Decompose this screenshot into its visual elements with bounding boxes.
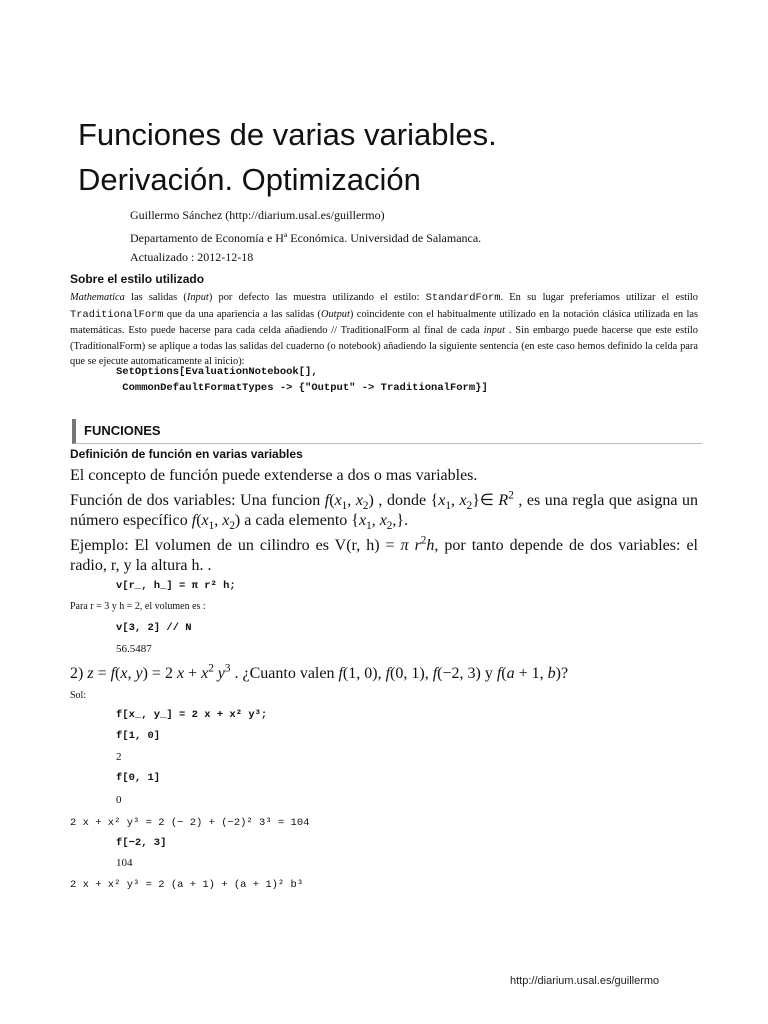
code-f-m2-3: f[−2, 3] — [116, 837, 167, 849]
style-paragraph: Mathematica las salidas (Input) por defecto las muestra utilizando el estilo: StandardForm. En su lugar preferiamos utilizar el estilo TraditionalForm que da una apariencia a las salidas (Output) coincidente con el habitualmente utilizado en la notación clásica utilizada en las matemáticas. Esto puede hacerse para cada celda añadiendo // TraditionalForm al final de cada input . Sin embargo puede hacerse que este estilo (TraditionalForm) se aplique a todas las salidas del cuaderno (o notebook) añadiendo la siguiente sentencia (en este caso hemos definido la celda para que se ejecute automaticamente al inicio): — [70, 292, 698, 367]
text-para-r: Para r = 3 y h = 2, el volumen es : — [70, 601, 206, 612]
code-f-0-1: f[0, 1] — [116, 772, 161, 784]
footer-url: http://diarium.usal.es/guillermo — [510, 975, 660, 987]
output-f-1-0: 2 — [116, 751, 122, 763]
code-define-v: v[r_, h_] = π r² h; — [116, 580, 236, 592]
title-line-2: Derivación. Optimización — [78, 162, 421, 197]
expression-2: 2 x + x² y³ = 2 (a + 1) + (a + 1)² b³ — [70, 879, 304, 891]
text-sol: Sol: — [70, 690, 87, 701]
code-setoptions-2: CommonDefaultFormatTypes -> {"Output" -> TraditionalForm}] — [116, 382, 488, 394]
code-define-f: f[x_, y_] = 2 x + x² y³; — [116, 709, 268, 721]
subsection-heading: Definición de función en varias variables — [70, 447, 303, 461]
author-line: Guillermo Sánchez (http://diarium.usal.es/guillermo) — [130, 208, 385, 222]
department-line: Departamento de Economía e Hª Económica. Universidad de Salamanca. — [130, 231, 482, 245]
paragraph-concept: El concepto de función puede extenderse a dos o mas variables. — [70, 467, 478, 484]
question-2: 2) z = f(x, y) = 2 $x + x^2$ $y^3$ . ¿Cuanto valen f(1, 0), f(0, 1), f(−2, 3) y f(a + 1, b)? — [70, 662, 569, 682]
updated-line: Actualizado : 2012-12-18 — [130, 250, 254, 264]
output-f-m2-3: 104 — [116, 857, 133, 869]
paragraph-two-variables: Función de dos variables: Una funcion $f(x_1$, $x_2$) , donde {$x_1$, $x_2\}\in$ $R^2$ , es una regla que asigna un número específico $f(x_1$, $x_2$) a cada elemento {$x_1$, $x_2$,}. — [70, 489, 698, 533]
code-setoptions-1: SetOptions[EvaluationNotebook[], — [116, 366, 318, 378]
output-f-0-1: 0 — [116, 794, 122, 806]
output-v: 56.5487 — [116, 643, 152, 655]
paragraph-example: Ejemplo: El volumen de un cilindro es V(r, h) = π $r^2h$, por tanto depende de dos variables: el radio, r, y la altura h. . — [70, 534, 698, 574]
title-line-1: Funciones de varias variables. — [78, 117, 497, 152]
document-title — [78, 112, 497, 202]
code-f-1-0: f[1, 0] — [116, 730, 161, 742]
code-eval-v: v[3, 2] // N — [116, 622, 192, 634]
section-header — [72, 419, 702, 444]
expression-1: 2 x + x² y³ = 2 (− 2) + (−2)² 3³ = 104 — [70, 817, 310, 829]
style-heading: Sobre el estilo utilizado — [70, 272, 205, 286]
section-title: FUNCIONES — [84, 423, 161, 438]
